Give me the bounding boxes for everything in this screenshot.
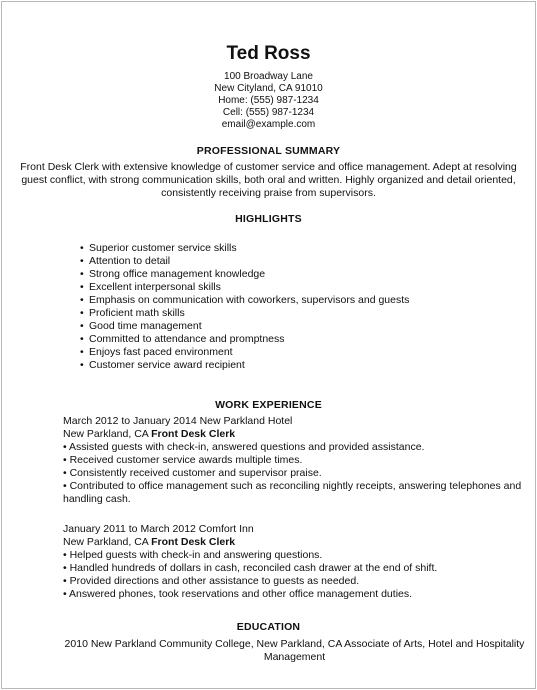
job-location: New Parkland, CA [63, 536, 152, 548]
highlight-item: • Attention to detail [80, 255, 535, 268]
work-heading: WORK EXPERIENCE [215, 399, 322, 411]
resume-page [1, 1, 536, 689]
job-bullet: • Provided directions and other assistance to guests as needed. [63, 575, 360, 587]
job-header: January 2011 to March 2012 Comfort Inn [63, 523, 254, 535]
job-bullet: • Received customer service awards multiple times. [63, 454, 303, 466]
highlight-item: • Strong office management knowledge [80, 268, 535, 281]
job-bullet: • Helped guests with check-in and answering questions. [63, 549, 323, 561]
job-bullet: • Answered phones, took reservations and other office management duties. [63, 588, 413, 600]
highlight-item: • Superior customer service skills [80, 242, 535, 255]
job-bullet: • Consistently received customer and supervisor praise. [63, 467, 322, 479]
home-phone: Home: (555) 987-1234 [218, 95, 319, 106]
education-text: 2010 New Parkland Community College, New Parkland, CA Associate of Arts, Hotel and Hospitality Management [64, 638, 525, 663]
highlights-heading: HIGHLIGHTS [235, 213, 302, 225]
highlight-item: • Customer service award recipient [80, 359, 535, 372]
job-bullet: • Assisted guests with check-in, answered questions and provided assistance. [63, 441, 425, 453]
job-entry [63, 523, 527, 601]
address-line-2: New Cityland, CA 91010 [214, 83, 323, 94]
cell-phone: Cell: (555) 987-1234 [222, 107, 315, 118]
job-entry [63, 415, 527, 506]
job-location-line [63, 428, 527, 441]
highlight-item: • Good time management [80, 320, 535, 333]
candidate-name: Ted Ross [226, 43, 311, 64]
highlight-item: • Enjoys fast paced environment [80, 346, 535, 359]
job-location-line [63, 536, 527, 549]
summary-heading: PROFESSIONAL SUMMARY [196, 145, 341, 157]
highlight-item: • Committed to attendance and promptness [80, 333, 535, 346]
job-role: Front Desk Clerk [151, 428, 236, 440]
highlights-list [80, 242, 535, 372]
job-bullet: • Contributed to office management such as reconciling nightly receipts, answering telephones and handling cash. [63, 480, 522, 505]
address-line-1: 100 Broadway Lane [224, 71, 313, 82]
education-heading: EDUCATION [236, 621, 301, 633]
contact-block [2, 71, 535, 131]
job-bullet: • Handled hundreds of dollars in cash, reconciled cash drawer at the end of shift. [63, 562, 438, 574]
job-header: March 2012 to January 2014 New Parkland Hotel [63, 415, 293, 427]
job-location: New Parkland, CA [63, 428, 152, 440]
highlight-item: • Proficient math skills [80, 307, 535, 320]
email-address: email@example.com [221, 119, 316, 130]
summary-text: Front Desk Clerk with extensive knowledge of customer service and office management. Adept at resolving guest conflict, with strong communication skills, both oral and written. Highly organized and detail oriented, consistently receiving praise from supervisors. [20, 161, 517, 199]
highlight-item: • Excellent interpersonal skills [80, 281, 535, 294]
job-role: Front Desk Clerk [151, 536, 236, 548]
highlight-item: • Emphasis on communication with coworkers, supervisors and guests [80, 294, 535, 307]
